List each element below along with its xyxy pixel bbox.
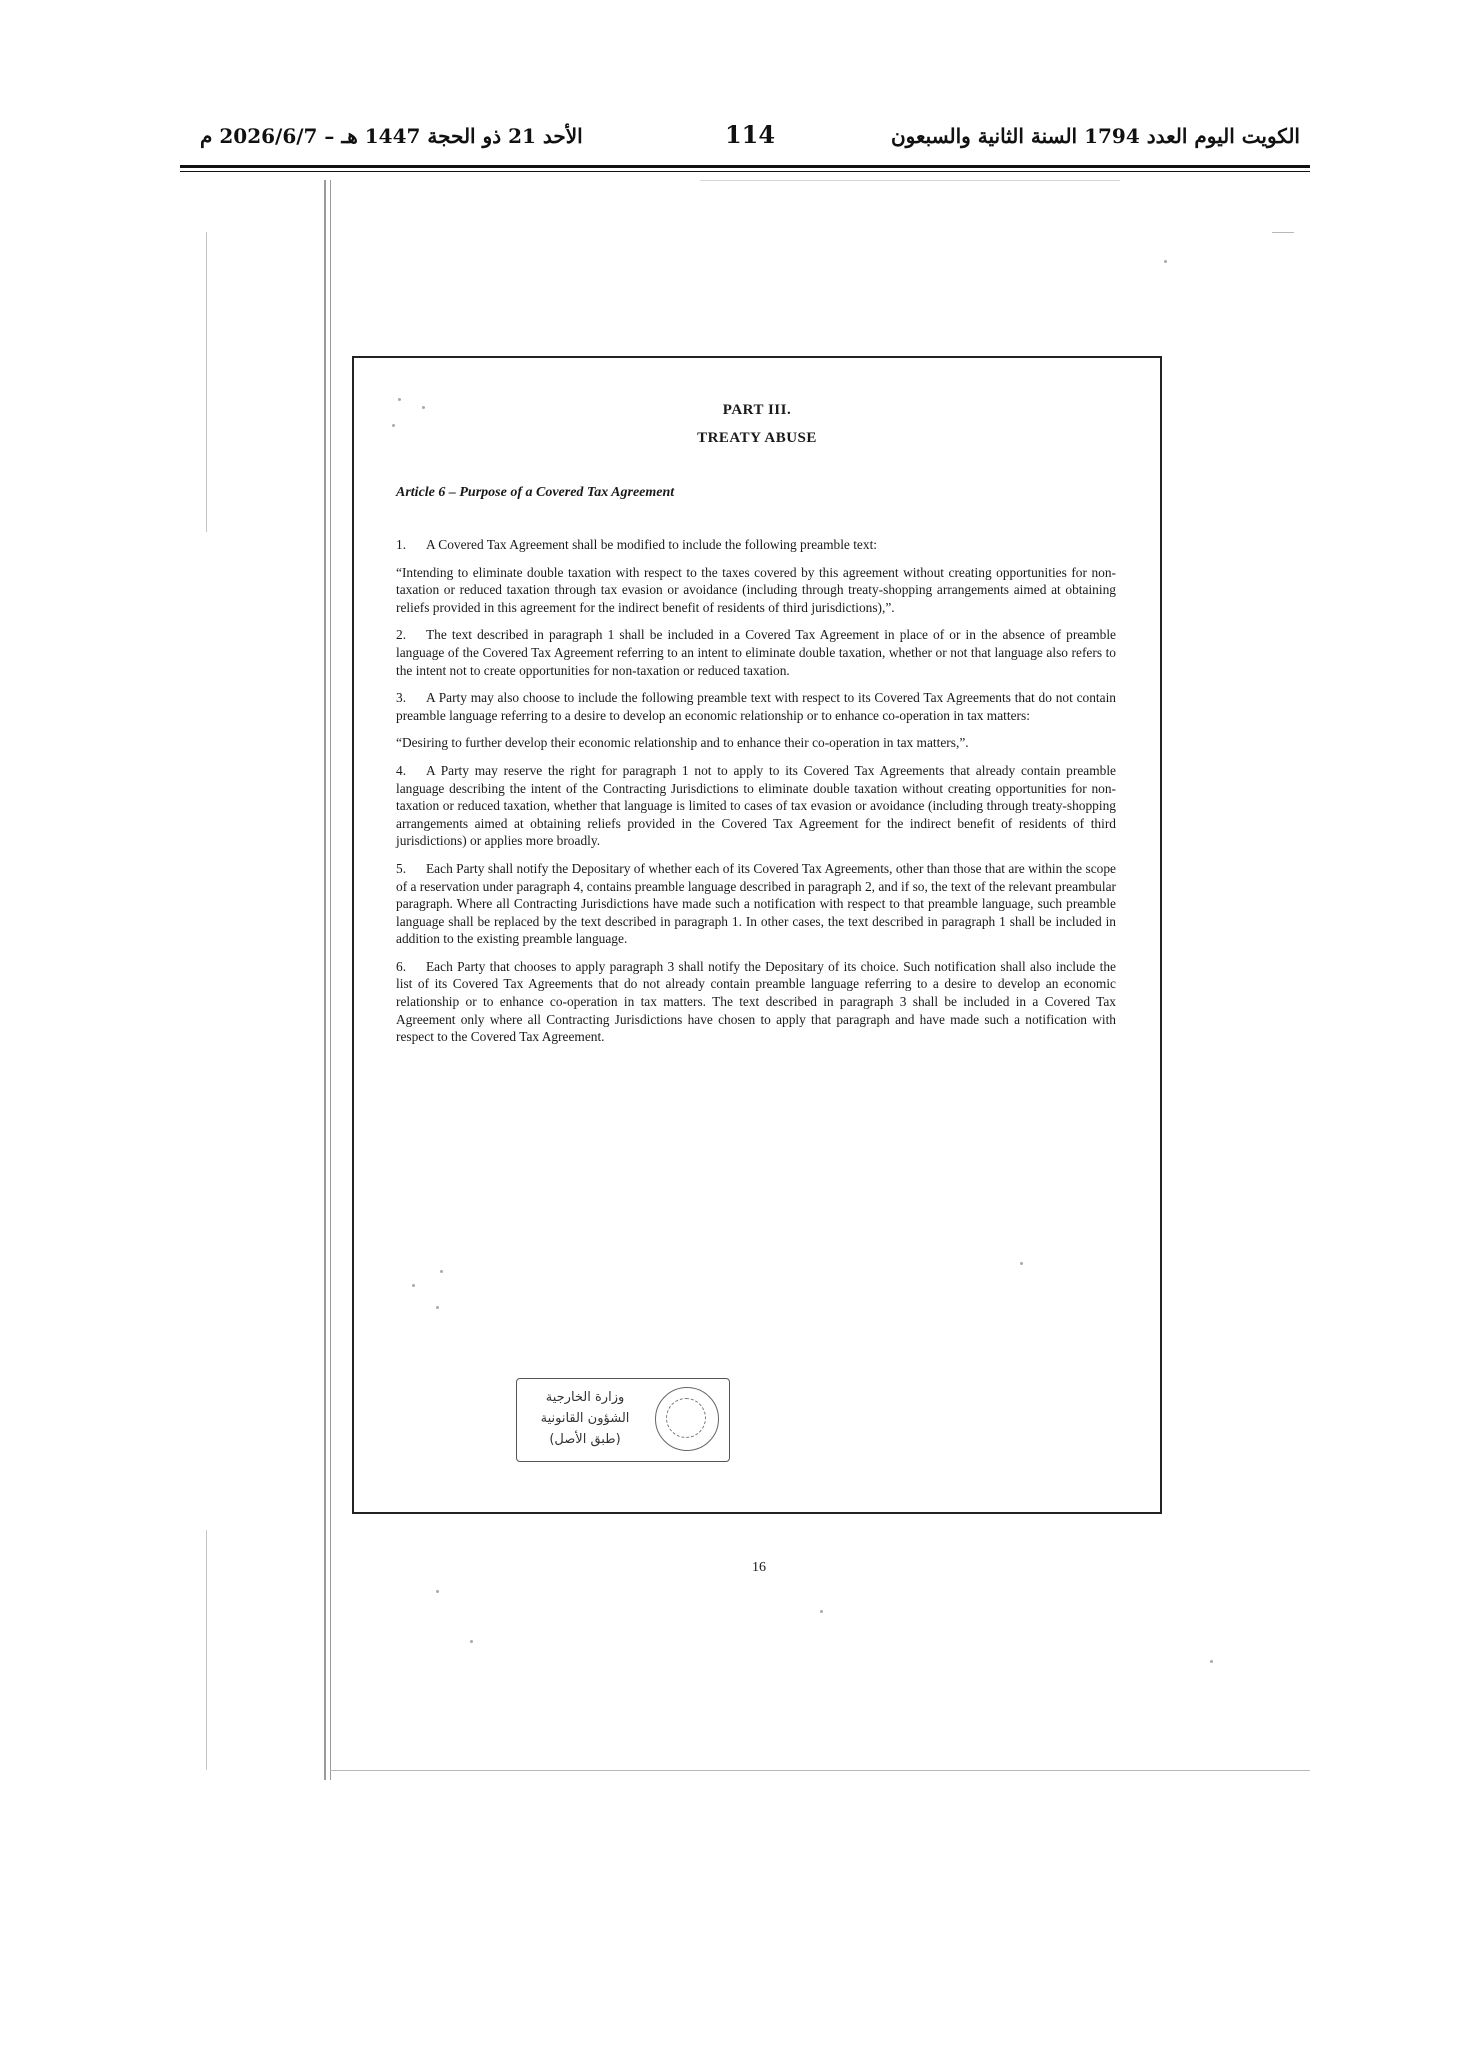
preamble-quote-2 bbox=[396, 734, 1116, 752]
gazette-page-number: 114 bbox=[724, 120, 776, 149]
scan-speck bbox=[1210, 1660, 1213, 1663]
paragraph-text: A Party may reserve the right for paragraph 1 not to apply to its Covered Tax Agreements that already contain preamble language describing the intent of the Contracting Jurisdictions to eliminate double taxation without creating opportunities for non-taxation or reduced taxation, whether that language is limited to cases of tax evasion or avoidance (including through treaty-shopping arrangements aimed at obtaining reliefs provided in the Covered Tax Agreement for the indirect benefit of residents of third jurisdictions) or applies more broadly. bbox=[396, 762, 1116, 849]
paragraph-text: Each Party that chooses to apply paragraph 3 shall notify the Depositary of its choice. Such notification shall also include the list of its Covered Tax Agreements that do not already contain preamble language referring to a desire to develop an economic relationship or to enhance co-operation in tax matters. The text described in paragraph 3 shall be included in a Covered Tax Agreement only where all Contracting Jurisdictions have chosen to apply that paragraph and have made such a notification with respect to the Covered Tax Agreement. bbox=[396, 958, 1116, 1045]
paragraph-3 bbox=[396, 689, 1116, 724]
paragraph-number: 3. bbox=[396, 690, 407, 706]
scan-edge-line bbox=[324, 180, 326, 1780]
scan-speck bbox=[1164, 260, 1167, 263]
scan-edge-line bbox=[330, 1770, 1310, 1771]
scan-speck bbox=[436, 1590, 439, 1593]
paragraph-text: “Desiring to further develop their economic relationship and to enhance their co-operation in tax matters,”. bbox=[396, 735, 969, 751]
paragraph-text: A Covered Tax Agreement shall be modified to include the following preamble text: bbox=[426, 537, 878, 552]
paragraph-text: The text described in paragraph 1 shall be included in a Covered Tax Agreement in place of or in the absence of preamble language of the Covered Tax Agreement referring to an intent to eliminate double taxation, whether or not that language also refers to the intent not to create opportunities for non-taxation or reduced taxation. bbox=[396, 627, 1116, 678]
paragraph-number: 1. bbox=[396, 537, 407, 552]
scan-edge-line bbox=[206, 1530, 207, 1770]
paragraph-1 bbox=[396, 536, 1116, 554]
stamp-line: وزارة الخارجية bbox=[545, 1390, 625, 1405]
paragraph-4 bbox=[396, 762, 1116, 850]
header-rule-thick bbox=[180, 165, 1310, 168]
seal-emblem-icon bbox=[655, 1387, 719, 1451]
paragraph-text: A Party may also choose to include the following preamble text with respect to its Covered Tax Agreements that do not contain preamble language referring to a desire to develop an economic relationship or to enhance co-operation in tax matters: bbox=[396, 690, 1116, 723]
part-number: PART III. bbox=[722, 402, 792, 418]
paragraph-text: “Intending to eliminate double taxation with respect to the taxes covered by this agreement without creating opportunities for non-taxation or reduced taxation through tax evasion or avoidance (including through treaty-shopping arrangements aimed at obtaining reliefs provided in this agreement for the indirect benefit of residents of third jurisdictions),”. bbox=[396, 564, 1116, 615]
stamp-text bbox=[525, 1387, 645, 1450]
article-body bbox=[396, 536, 1116, 1056]
paragraph-2 bbox=[396, 626, 1116, 679]
paragraph-number: 2. bbox=[396, 627, 407, 643]
scanned-document-frame bbox=[352, 356, 1162, 1514]
header-rule-thin bbox=[180, 171, 1310, 172]
paragraph-6 bbox=[396, 958, 1116, 1046]
gazette-issue-info: الكويت اليوم العدد 1794 السنة الثانية والسبعون bbox=[890, 124, 1300, 148]
preamble-quote-1 bbox=[396, 564, 1116, 617]
scan-edge-line bbox=[1272, 232, 1294, 233]
scan-edge-line bbox=[206, 232, 207, 532]
paragraph-number: 6. bbox=[396, 958, 407, 974]
document-page-number: 16 bbox=[752, 1560, 766, 1575]
scan-speck bbox=[820, 1610, 823, 1613]
ministry-certification-stamp bbox=[516, 1378, 730, 1462]
gazette-header bbox=[200, 118, 1300, 158]
stamp-line: (طبق الأصل) bbox=[549, 1432, 621, 1447]
paragraph-number: 4. bbox=[396, 762, 407, 778]
scan-edge-line bbox=[700, 180, 1120, 181]
scan-edge-line bbox=[330, 180, 331, 1780]
paragraph-text: Each Party shall notify the Depositary of whether each of its Covered Tax Agreements, other than those that are within the scope of a reservation under paragraph 4, contains preamble language described in paragraph 2, and if so, the text of the relevant preambular paragraph. Where all Contracting Jurisdictions have made such a notification with respect to that preamble language, such preamble language shall be replaced by the text described in paragraph 1. In other cases, the text described in paragraph 1 shall be included in addition to the existing preamble language. bbox=[396, 860, 1116, 947]
paragraph-5 bbox=[396, 860, 1116, 948]
stamp-line: الشؤون القانونية bbox=[540, 1411, 630, 1426]
scan-speck bbox=[470, 1640, 473, 1643]
paragraph-number: 5. bbox=[396, 860, 407, 876]
gazette-date: الأحد 21 ذو الحجة 1447 هـ – 2026/6/7 م bbox=[200, 124, 583, 148]
article-title: Article 6 – Purpose of a Covered Tax Agreement bbox=[396, 485, 675, 500]
part-title: TREATY ABUSE bbox=[697, 430, 817, 446]
